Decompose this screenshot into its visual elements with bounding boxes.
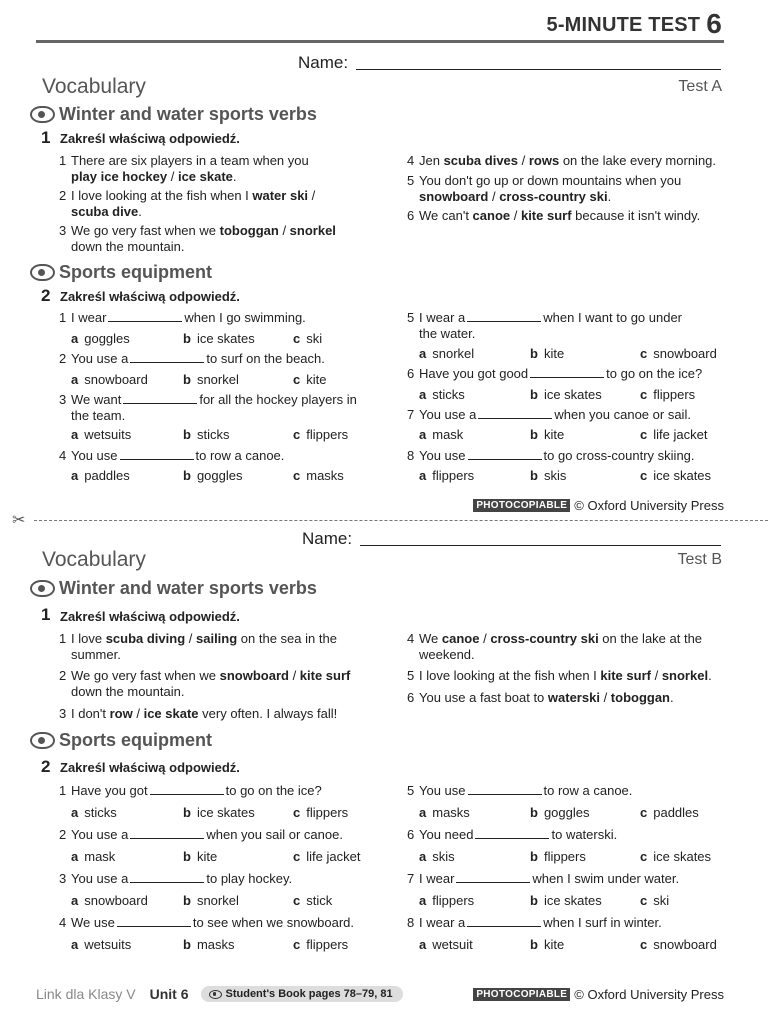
option-a[interactable]: a mask: [419, 427, 464, 442]
question-item: 4 We canoe / cross-country ski on the lake at the weekend.: [407, 631, 703, 662]
answer-blank[interactable]: [468, 449, 542, 460]
exercise-instruction: Zakreśl właściwą odpowiedź.: [60, 289, 240, 304]
eye-icon: [30, 106, 55, 123]
option-b[interactable]: b masks: [183, 937, 235, 952]
option-b[interactable]: b ice skates: [530, 387, 602, 402]
question-item: 4 You use to row a canoe.: [59, 448, 285, 463]
question-item: 2 You use a to surf on the beach.: [59, 351, 325, 366]
option-c[interactable]: c masks: [293, 468, 344, 483]
answer-blank[interactable]: [130, 872, 204, 883]
section-heading-a1: Winter and water sports verbs: [30, 104, 317, 125]
course-name: Link dla Klasy V: [36, 986, 136, 1002]
option-a[interactable]: a flippers: [419, 893, 475, 908]
option-b[interactable]: b ice skates: [183, 805, 255, 820]
option-c[interactable]: c kite: [293, 372, 327, 387]
test-label-a: Test A: [678, 78, 722, 95]
scissors-icon: ✂: [12, 512, 26, 529]
page-title: 5-MINUTE TEST 6: [546, 8, 722, 39]
option-a[interactable]: a skis: [419, 849, 455, 864]
unit-label: Unit 6: [149, 986, 189, 1002]
answer-blank[interactable]: [475, 828, 549, 839]
book-pages-pill: Student's Book pages 78–79, 81: [201, 986, 403, 1002]
answer-blank[interactable]: [108, 311, 182, 322]
option-a[interactable]: a goggles: [71, 331, 130, 346]
section-heading-b2: Sports equipment: [30, 730, 212, 751]
question-item: 1 I wear when I go swimming.: [59, 310, 306, 325]
option-b[interactable]: b kite: [530, 937, 565, 952]
answer-blank[interactable]: [467, 311, 541, 322]
question-item: 7 You use a when you canoe or sail.: [407, 407, 691, 422]
vocabulary-heading-b: Vocabulary: [42, 548, 146, 571]
question-item: 6 We can't canoe / kite surf because it isn't windy.: [407, 208, 701, 223]
photocopiable-badge: PHOTOCOPIABLE: [473, 988, 570, 1001]
option-c[interactable]: c flippers: [293, 937, 349, 952]
section-heading-a2: Sports equipment: [30, 262, 212, 283]
question-item: 2 You use a when you sail or canoe.: [59, 827, 343, 842]
question-item: 8 You use to go cross-country skiing.: [407, 448, 695, 463]
vocabulary-heading-a: Vocabulary: [42, 75, 146, 98]
question-item: 6 You need to waterski.: [407, 827, 618, 842]
option-c[interactable]: c stick: [293, 893, 333, 908]
section-heading-b1: Winter and water sports verbs: [30, 578, 317, 599]
option-c[interactable]: c flippers: [293, 427, 349, 442]
option-a[interactable]: a sticks: [419, 387, 465, 402]
option-b[interactable]: b goggles: [530, 805, 590, 820]
test-number: 6: [706, 8, 722, 39]
exercise-instruction: Zakreśl właściwą odpowiedź.: [60, 609, 240, 624]
question-item: 4 Jen scuba dives / rows on the lake every morning.: [407, 153, 717, 168]
photocopiable-badge: PHOTOCOPIABLE: [473, 499, 570, 512]
eye-icon: [209, 990, 222, 999]
option-a[interactable]: a wetsuit: [419, 937, 473, 952]
answer-blank[interactable]: [117, 916, 191, 927]
question-item: 2 I love looking at the fish when I water ski / scuba dive.: [59, 188, 316, 219]
header-rule: [36, 40, 724, 43]
exercise-number: 1: [41, 128, 51, 147]
option-b[interactable]: b sticks: [183, 427, 230, 442]
answer-blank[interactable]: [130, 352, 204, 363]
option-a[interactable]: a snowboard: [71, 893, 148, 908]
answer-blank[interactable]: [467, 916, 541, 927]
option-a[interactable]: a masks: [419, 805, 470, 820]
question-item: 1 I love scuba diving / sailing on the sea in the summer.: [59, 631, 337, 662]
option-a[interactable]: a paddles: [71, 468, 130, 483]
option-b[interactable]: b skis: [530, 468, 567, 483]
answer-blank[interactable]: [478, 408, 552, 419]
option-a[interactable]: a snowboard: [71, 372, 148, 387]
question-item: 5 I love looking at the fish when I kite surf / snorkel.: [407, 668, 712, 683]
option-c[interactable]: c snowboard: [640, 937, 717, 952]
option-c[interactable]: c life jacket: [640, 427, 708, 442]
question-item: 5 You use to row a canoe.: [407, 783, 633, 798]
option-a[interactable]: a mask: [71, 849, 116, 864]
answer-blank[interactable]: [530, 367, 604, 378]
eye-icon: [30, 732, 55, 749]
copyright-b: PHOTOCOPIABLE © Oxford University Press: [473, 987, 724, 1002]
option-b[interactable]: b snorkel: [183, 893, 239, 908]
exercise-number: 1: [41, 605, 51, 624]
option-a[interactable]: a wetsuits: [71, 427, 132, 442]
question-item: 1 Have you got to go on the ice?: [59, 783, 322, 798]
answer-blank[interactable]: [130, 828, 204, 839]
exercise-number: 2: [41, 286, 51, 305]
option-b[interactable]: b kite: [530, 346, 565, 361]
name-field-a[interactable]: Name:: [298, 53, 721, 73]
option-b[interactable]: b snorkel: [183, 372, 239, 387]
option-c[interactable]: c ice skates: [640, 468, 712, 483]
question-item: 3 You use a to play hockey.: [59, 871, 293, 886]
option-b[interactable]: b kite: [183, 849, 218, 864]
option-c[interactable]: c life jacket: [293, 849, 361, 864]
answer-blank[interactable]: [468, 784, 542, 795]
eye-icon: [30, 264, 55, 281]
option-c[interactable]: c flippers: [293, 805, 349, 820]
question-item: 3 We want for all the hockey players in the team.: [59, 392, 357, 423]
option-a[interactable]: a sticks: [71, 805, 117, 820]
question-item: 2 We go very fast when we snowboard / kite surf down the mountain.: [59, 668, 351, 699]
option-b[interactable]: b goggles: [183, 468, 243, 483]
exercise-instruction: Zakreśl właściwą odpowiedź.: [60, 131, 240, 146]
option-a[interactable]: a wetsuits: [71, 937, 132, 952]
copyright-a: PHOTOCOPIABLE © Oxford University Press: [473, 498, 724, 513]
answer-blank[interactable]: [456, 872, 530, 883]
question-item: 6 You use a fast boat to waterski / toboggan.: [407, 690, 674, 705]
option-a[interactable]: a snorkel: [419, 346, 475, 361]
exercise-number: 2: [41, 757, 51, 776]
question-item: 3 I don't row / ice skate very often. I always fall!: [59, 706, 338, 721]
test-label-b: Test B: [677, 551, 722, 568]
question-item: 6 Have you got good to go on the ice?: [407, 366, 703, 381]
option-c[interactable]: c ice skates: [640, 849, 712, 864]
exercise-instruction: Zakreśl właściwą odpowiedź.: [60, 760, 240, 775]
footer: [36, 986, 403, 1002]
option-b[interactable]: b ice skates: [530, 893, 602, 908]
option-b[interactable]: b kite: [530, 427, 565, 442]
option-c[interactable]: c snowboard: [640, 346, 717, 361]
question-item: 4 We use to see when we snowboard.: [59, 915, 354, 930]
name-field-b[interactable]: Name:: [302, 529, 721, 549]
option-c[interactable]: c flippers: [640, 387, 696, 402]
option-c[interactable]: c ski: [640, 893, 670, 908]
option-b[interactable]: b flippers: [530, 849, 586, 864]
option-c[interactable]: c paddles: [640, 805, 699, 820]
answer-blank[interactable]: [123, 393, 197, 404]
answer-blank[interactable]: [150, 784, 224, 795]
option-a[interactable]: a flippers: [419, 468, 475, 483]
option-b[interactable]: b ice skates: [183, 331, 255, 346]
question-item: 7 I wear when I swim under water.: [407, 871, 680, 886]
question-item: 8 I wear a when I surf in winter.: [407, 915, 662, 930]
question-item: 5 You don't go up or down mountains when you snowboard / cross-country ski.: [407, 173, 682, 204]
answer-blank[interactable]: [120, 449, 194, 460]
question-item: 3 We go very fast when we toboggan / snorkel down the mountain.: [59, 223, 336, 254]
question-item: 5 I wear a when I want to go under the water.: [407, 310, 683, 341]
option-c[interactable]: c ski: [293, 331, 323, 346]
question-item: 1 There are six players in a team when you play ice hockey / ice skate.: [59, 153, 309, 184]
cut-line: [34, 520, 768, 521]
eye-icon: [30, 580, 55, 597]
